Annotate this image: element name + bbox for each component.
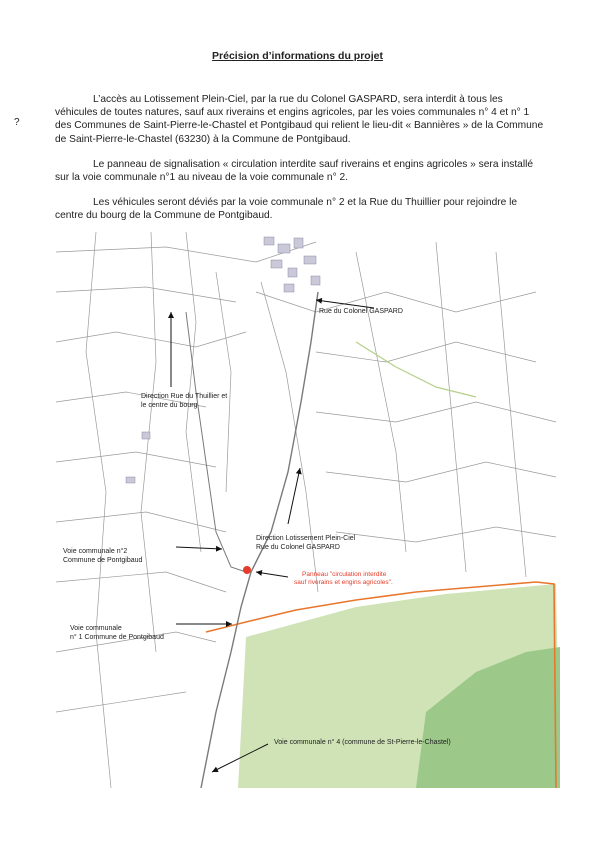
label-direction-thuillier-2: le centre du bourg (141, 402, 198, 409)
sign-marker (243, 566, 251, 574)
paragraph-deviation: Les véhicules seront déviés par la voie communale n° 2 et la Rue du Thuillier pour rejoindre le centre du bourg de la Commune de Pontgibaud. (55, 197, 518, 222)
label-voie1-1: Voie communale (70, 625, 122, 632)
paragraph-access: L’accès au Lotissement Plein-Ciel, par la rue du Colonel GASPARD, sera interdit à tous les véhicules de toutes natures, sauf aux riverains et engins agricoles, par les voies communales n° 4 et n° 1 des Communes de Saint-Pierre-le-Chastel et Pontgibaud qui relient le lieu-dit « Bannières » de la Commune de Saint-Pierre-le-Chastel (63230) à la Commune de Pontgibaud. (55, 94, 544, 145)
label-direction-thuillier-1: Direction Rue du Thuillier et (141, 393, 228, 400)
secondary-road (186, 312, 246, 572)
label-direction-lotissement-1: Direction Lotissement Plein-Ciel (256, 535, 356, 542)
margin-mark: ? (14, 117, 20, 128)
page-title: Précision d’informations du projet (212, 50, 383, 62)
green-track (356, 342, 476, 397)
label-voie2-1: Voie communale n°2 (63, 548, 128, 555)
label-direction-lotissement-2: Rue du Colonel GASPARD (256, 544, 340, 551)
label-voie1-2: n° 1 Commune de Pontgibaud (70, 634, 164, 641)
paragraph-sign: Le panneau de signalisation « circulation interdite sauf riverains et engins agricoles » sera installé sur la voie communale n°1 au niveau de la voie communale n° 2. (55, 159, 534, 184)
label-panneau-1: Panneau "circulation interdite (302, 571, 387, 578)
label-voie4: Voie communale n° 4 (commune de St-Pierre-le-Chastel) (274, 739, 451, 746)
site-map (56, 232, 560, 788)
label-panneau-2: sauf riverains et engins agricoles". (294, 579, 393, 586)
label-voie2-2: Commune de Pontgibaud (63, 557, 143, 564)
built-area (126, 237, 320, 483)
label-rue-colonel: Rue du Colonel GASPARD (319, 308, 403, 315)
